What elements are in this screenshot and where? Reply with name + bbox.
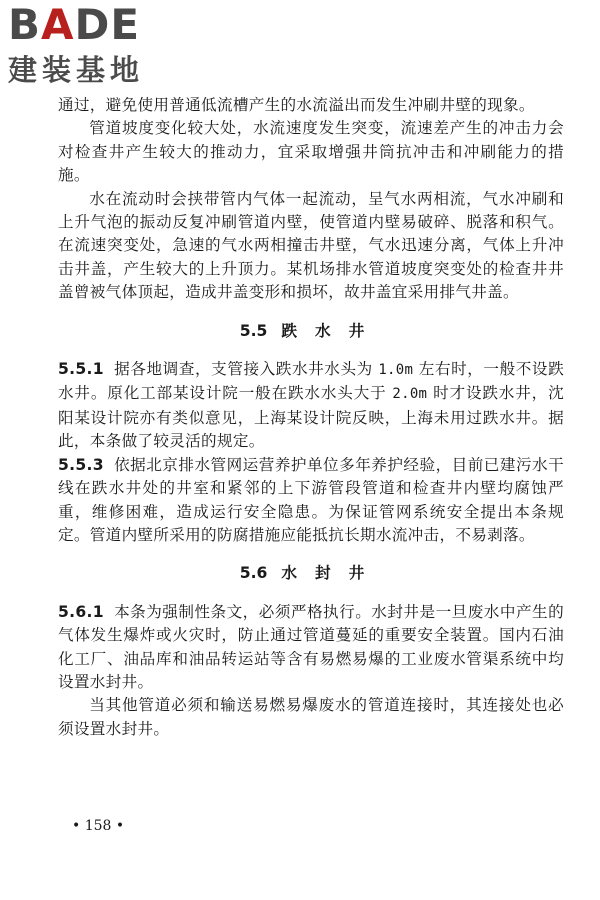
clause-value-1: 1.0m: [378, 362, 414, 379]
clause-number: 5.6.1: [58, 602, 104, 621]
paragraph-slope-change: 管道坡度变化较大处，水流速度发生突变，流速差产生的冲击力会对检查井产生较大的推动力，宜采取增强井筒抗冲击和冲刷能力的措施。: [58, 119, 564, 185]
logo-letters-de: DE: [74, 0, 141, 49]
paragraph-continuation: 通过，避免使用普通低流槽产生的水流溢出而发生冲刷井壁的现象。: [58, 96, 535, 114]
clause-text-part1: 据各地调查，支管接入跌水井水头为: [113, 360, 373, 379]
logo-letter-a: A: [41, 0, 75, 49]
clause-5-5-1: [58, 358, 564, 454]
section-title: 跌水井: [281, 321, 383, 340]
section-title: 水封井: [281, 564, 383, 583]
section-heading-5-5: [58, 320, 564, 343]
section-number: 5.6: [239, 564, 268, 583]
logo-wordmark: [8, 2, 178, 48]
clause-number: 5.5.3: [58, 455, 104, 474]
page-number: • 158 •: [72, 818, 125, 834]
clause-text-part3: 时才设跌水井，沈阳某设计院亦有类似意见，上海某设计院反映，上海未用过跌水井。据此，本条做了较灵活的规定。: [58, 384, 564, 451]
clause-5-6-1: [58, 601, 564, 695]
page-body: [58, 94, 564, 741]
clause-value-2: 2.0m: [392, 386, 428, 403]
section-number: 5.5: [239, 321, 268, 340]
logo-subtitle: 建装基地: [8, 53, 145, 87]
clause-text: 本条为强制性条文，必须严格执行。水封井是一旦废水中产生的气体发生爆炸或火灾时，防止通过管道蔓延的重要安全装置。国内石油化工厂、油品库和油品转运站等含有易燃易爆的工业废水管渠系统中均设置水封井。: [58, 602, 564, 691]
bade-logo: [8, 2, 178, 94]
paragraph-gas-water-flow: 水在流动时会挟带管内气体一起流动，呈气水两相流，气水冲刷和上升气泡的振动反复冲刷管道内壁，使管道内壁易破碎、脱落和积气。在流速突变处，急速的气水两相撞击井壁，气水迅速分离，气体上升冲击井盖，产生较大的上升顶力。某机场排水管道坡度突变处的检查井井盖曾被气体顶起，造成井盖变形和损坏，故井盖宜采用排气井盖。: [58, 189, 564, 302]
paragraph-connection: 当其他管道必须和输送易燃易爆废水的管道连接时，其连接处也必须设置水封井。: [58, 696, 564, 738]
logo-letter-b: B: [8, 0, 42, 49]
section-heading-5-6: [58, 562, 564, 585]
clause-5-5-3: [58, 454, 564, 548]
clause-text: 依据北京排水管网运营养护单位多年养护经验，目前已建污水干线在跌水井处的井室和紧邻的上下游管段管道和检查井内壁均腐蚀严重，维修困难，造成运行安全隐患。为保证管网系统安全提出本条规定。管道内壁所采用的防腐措施应能抵抗长期水流冲击，不易剥落。: [58, 455, 564, 544]
clause-number: 5.5.1: [58, 360, 104, 379]
clause-text-part2: 左右时，一般不设跌水井。原化工部某设计院一般在跌水水头大于: [58, 360, 564, 403]
